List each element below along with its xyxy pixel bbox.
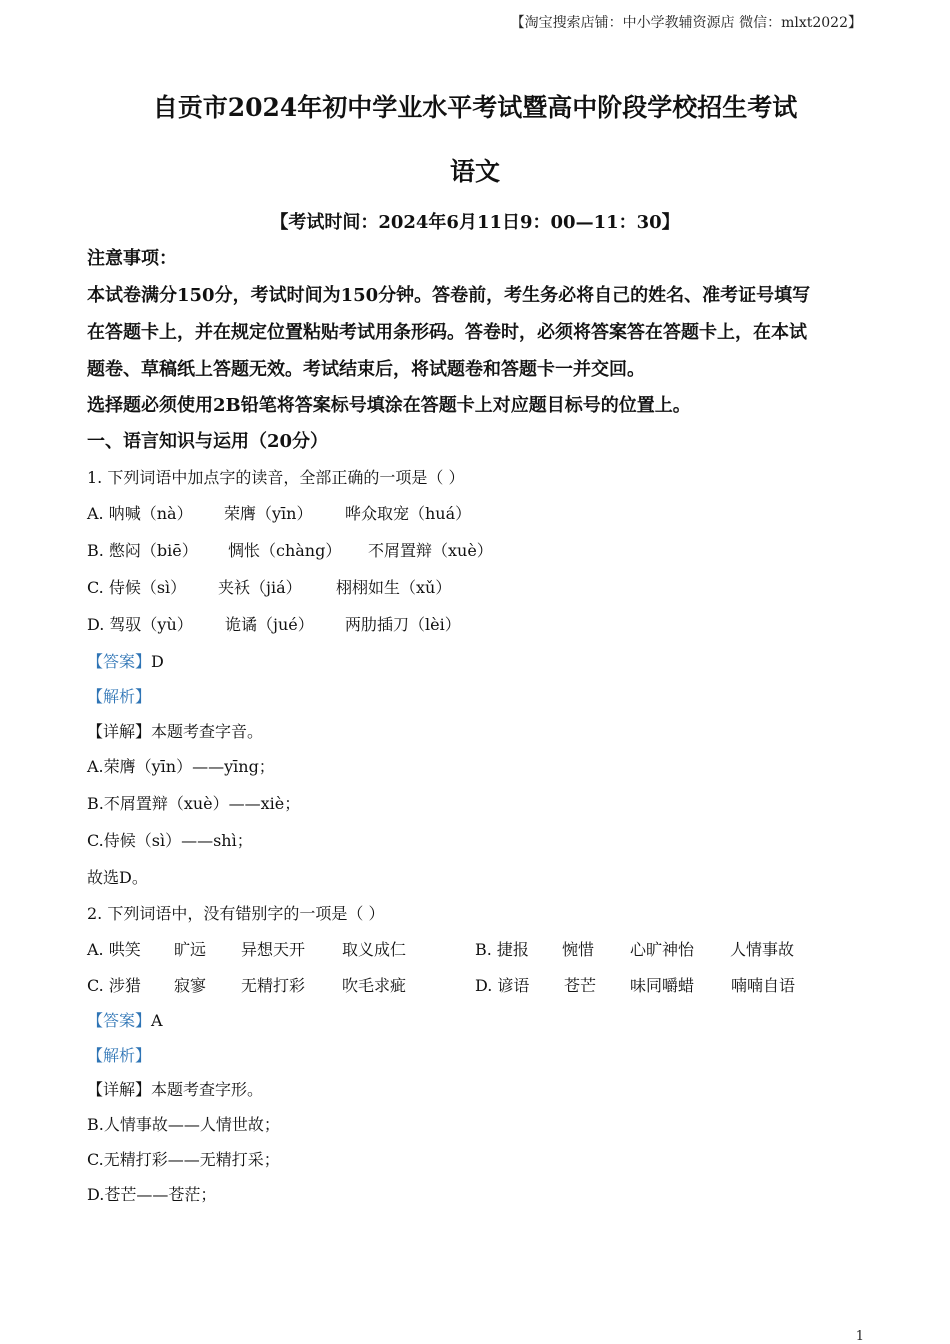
q2-option-c: C. 涉猎 (87, 976, 141, 995)
q1-option-d-word: 诡谲（jué） (225, 615, 314, 634)
q2-explanation: C.无精打彩——无精打采； (87, 1150, 280, 1169)
q1-analysis-label: 【解析】 (87, 687, 152, 706)
q1-option-c-word: 夹袄（jiá） (218, 578, 302, 597)
q2-option-a-word: 异想天开 (241, 940, 306, 959)
q2-answer (87, 1008, 163, 1031)
q2-option-c-word: 吹毛求疵 (342, 976, 407, 995)
q2-explanation: D.苍芒——苍茫； (87, 1185, 217, 1204)
header-note: 【淘宝搜索店铺：中小学教辅资源店 微信：mlxt2022】 (510, 15, 862, 31)
answer-value: A (151, 1011, 163, 1030)
q1-explanation: C.侍候（sì）——shì； (87, 831, 253, 850)
answer-label: 【答案】 (87, 1011, 152, 1030)
q1-option-c: C. 侍候（sì） (87, 578, 187, 597)
subject-title: 语文 (449, 157, 500, 186)
q2-explanation: B.人情事故——人情世故； (87, 1115, 280, 1134)
q2-option-a-word: 旷远 (174, 940, 207, 959)
q1-answer (87, 649, 164, 672)
exam-time: 【考试时间：2024年6月11日9：00—11：30】 (270, 212, 680, 233)
notes-line: 本试卷满分150分，考试时间为150分钟。答卷前，考生务必将自己的姓名、准考证号填写 (87, 285, 811, 306)
notes-line: 在答题卡上，并在规定位置粘贴考试用条形码。答卷时，必须将答案答在答题卡上，在本试 (87, 322, 807, 343)
q2-option-d-word: 苍芒 (564, 976, 597, 995)
q2-option-b-word: 心旷神怡 (630, 940, 695, 959)
q2-option-d: D. 谚语 (475, 976, 530, 995)
q2-option-a: A. 哄笑 (87, 940, 141, 959)
q2-option-c-word: 无精打彩 (241, 976, 306, 995)
q2-option-b-word: 惋惜 (562, 940, 595, 959)
q2-analysis-label: 【解析】 (87, 1046, 152, 1065)
page-number: 1 (855, 1329, 864, 1344)
notes-line: 选择题必须使用2B铅笔将答案标号填涂在答题卡上对应题目标号的位置上。 (87, 395, 691, 416)
q2-option-d-word: 喃喃自语 (731, 976, 796, 995)
q2-option-d-word: 味同嚼蜡 (630, 976, 695, 995)
q1-option-a-word: 荣膺（yīn） (224, 504, 313, 523)
section-heading: 一、语言知识与运用（20分） (87, 431, 329, 452)
q1-conclusion: 故选D。 (87, 868, 148, 887)
answer-label: 【答案】 (87, 652, 152, 671)
exam-title: 自贡市2024年初中学业水平考试暨高中阶段学校招生考试 (152, 93, 798, 122)
answer-value: D (151, 652, 164, 671)
q1-option-d-word: 两肋插刀（lèi） (345, 615, 461, 634)
q1-option-c-word: 栩栩如生（xǔ） (336, 578, 452, 597)
q2-option-b: B. 捷报 (475, 940, 529, 959)
question-1-stem: 1. 下列词语中加点字的读音，全部正确的一项是（ ） (87, 468, 465, 487)
q2-option-b-word: 人情事故 (730, 940, 795, 959)
q2-detail: 【详解】本题考查字形。 (87, 1080, 264, 1099)
q1-option-b: B. 憋闷（biē） (87, 541, 198, 560)
notes-line: 题卷、草稿纸上答题无效。考试结束后，将试题卷和答题卡一并交回。 (87, 359, 645, 380)
q2-option-c-word: 寂寥 (174, 976, 207, 995)
q1-option-a-word: 哗众取宠（huá） (345, 504, 472, 523)
q1-option-b-word: 不屑置辩（xuè） (368, 541, 493, 560)
question-2-stem: 2. 下列词语中，没有错别字的一项是（ ） (87, 904, 385, 923)
q1-explanation: B.不屑置辩（xuè）——xiè； (87, 794, 301, 813)
q1-explanation: A.荣膺（yīn）——yīng； (87, 757, 275, 776)
q1-detail: 【详解】本题考查字音。 (87, 722, 264, 741)
q1-option-d: D. 驾驭（yù） (87, 615, 193, 634)
q1-option-a: A. 呐喊（nà） (87, 504, 193, 523)
notes-heading: 注意事项： (87, 248, 177, 269)
q2-option-a-word: 取义成仁 (342, 940, 407, 959)
q1-option-b-word: 惆怅（chàng） (228, 541, 342, 560)
